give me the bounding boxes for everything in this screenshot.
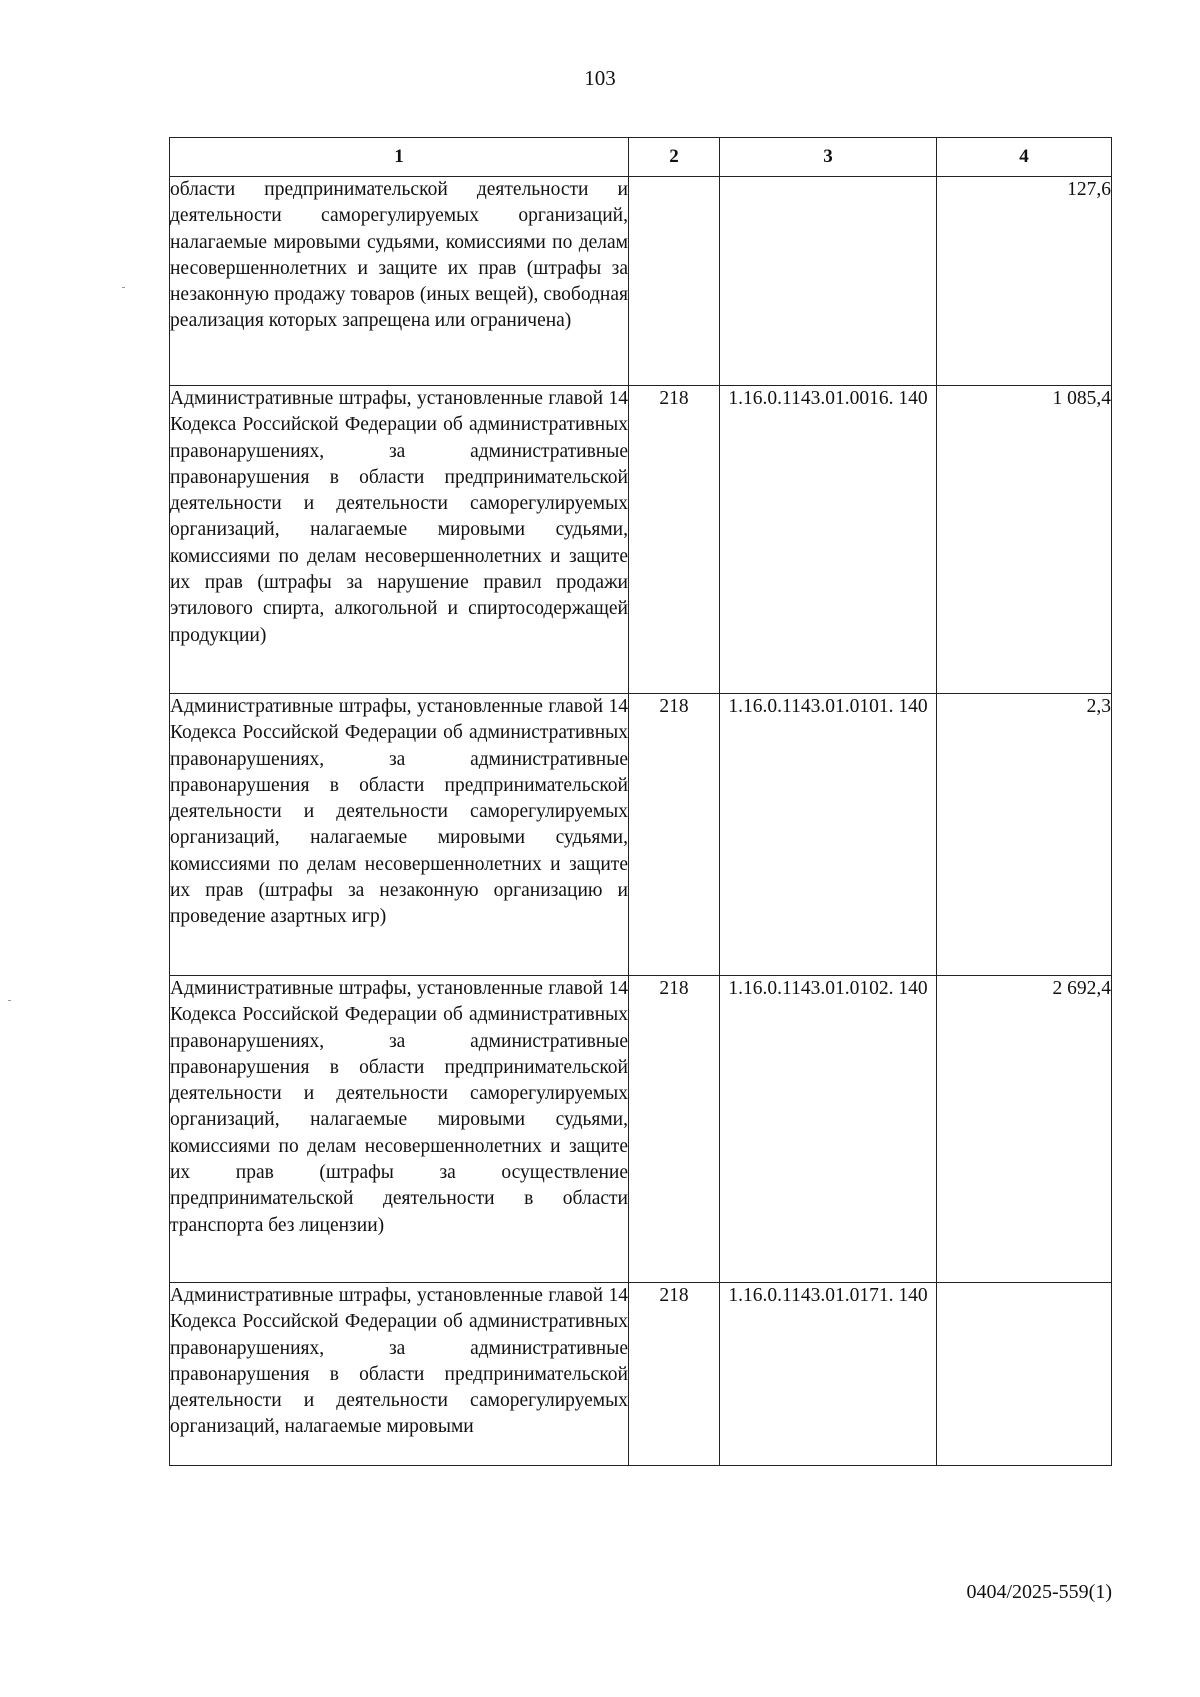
scan-mark [8, 1000, 11, 1001]
row-budget-code [720, 177, 937, 386]
scan-mark [122, 287, 125, 288]
table-row [170, 177, 1112, 386]
row-description: Административные штрафы, установленные главой 14 Кодекса Российской Федерации об административных правонарушениях, за административные правонарушения в области предпринимательской деятельности и деятельности саморегулируемых организаций, налагаемые мировыми судьями, комиссиями по делам несовершеннолетних и защите их прав (штрафы за осуществление предпринимательской деятельности в области транспорта без лицензии) [170, 976, 629, 1283]
row-budget-code: 1.16.0.1143.01.0171. 140 [720, 1283, 937, 1466]
row-amount: 2,3 [937, 694, 1112, 976]
row-budget-code: 1.16.0.1143.01.0101. 140 [720, 694, 937, 976]
column-header: 2 [629, 138, 720, 177]
row-budget-code: 1.16.0.1143.01.0102. 140 [720, 976, 937, 1283]
column-header: 3 [720, 138, 937, 177]
table-row [170, 976, 1112, 1283]
row-code-group: 218 [629, 386, 720, 694]
page-number: 103 [584, 66, 616, 90]
row-code-group: 218 [629, 976, 720, 1283]
row-budget-code: 1.16.0.1143.01.0016. 140 [720, 386, 937, 694]
column-header: 1 [170, 138, 629, 177]
row-amount: 1 085,4 [937, 386, 1112, 694]
table-header-row [170, 138, 1112, 177]
row-code-group [629, 177, 720, 386]
table-row [170, 694, 1112, 976]
row-description: Административные штрафы, установленные главой 14 Кодекса Российской Федерации об административных правонарушениях, за административные правонарушения в области предпринимательской деятельности и деятельности саморегулируемых организаций, налагаемые мировыми судьями, комиссиями по делам несовершеннолетних и защите их прав (штрафы за незаконную организацию и проведение азартных игр) [170, 694, 629, 976]
row-amount: 2 692,4 [937, 976, 1112, 1283]
row-code-group: 218 [629, 694, 720, 976]
table-row [170, 1283, 1112, 1466]
column-header: 4 [937, 138, 1112, 177]
row-description: Административные штрафы, установленные главой 14 Кодекса Российской Федерации об административных правонарушениях, за административные правонарушения в области предпринимательской деятельности и деятельности саморегулируемых организаций, налагаемые мировыми судьями, комиссиями по делам несовершеннолетних и защите их прав (штрафы за нарушение правил продажи этилового спирта, алкогольной и спиртосодержащей продукции) [170, 386, 629, 694]
row-description: области предпринимательской деятельности и деятельности саморегулируемых организаций, налагаемые мировыми судьями, комиссиями по делам несовершеннолетних и защите их прав (штрафы за незаконную продажу товаров (иных вещей), свободная реализация которых запрещена или ограничена) [170, 177, 629, 386]
budget-table [169, 137, 1112, 1466]
row-description: Административные штрафы, установленные главой 14 Кодекса Российской Федерации об административных правонарушениях, за административные правонарушения в области предпринимательской деятельности и деятельности саморегулируемых организаций, налагаемые мировыми [170, 1283, 629, 1466]
document-code: 0404/2025-559(1) [966, 1581, 1112, 1603]
table-row [170, 386, 1112, 694]
row-code-group: 218 [629, 1283, 720, 1466]
row-amount [937, 1283, 1112, 1466]
row-amount: 127,6 [937, 177, 1112, 386]
